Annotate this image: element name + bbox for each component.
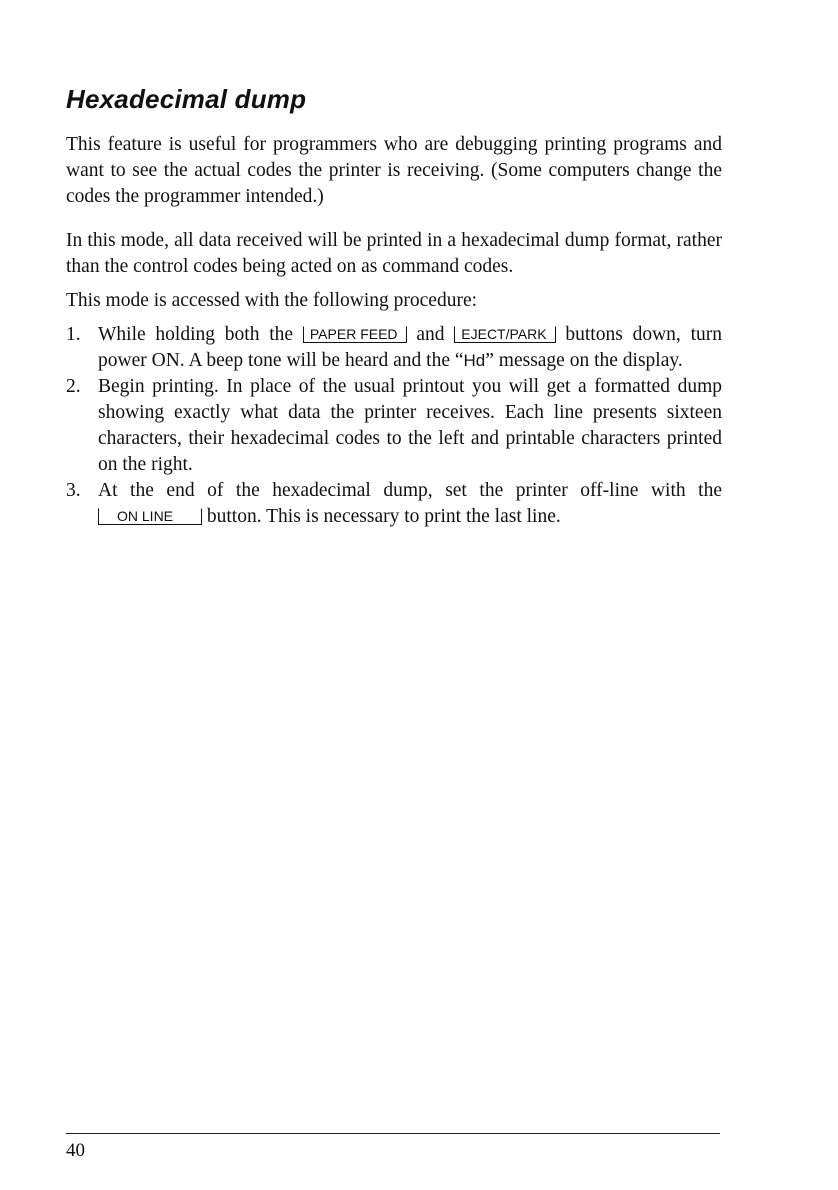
intro-paragraph: This feature is useful for programmers who are debugging printing programs and want to see the actual codes the printer is receiving. (Some computers change the codes the programmer intended.) [66, 134, 722, 207]
step-number: 3. [66, 480, 81, 501]
step-text: While holding both the [98, 324, 303, 345]
eject-park-key-label: EJECT/PARK [454, 326, 555, 343]
footer-rule [66, 1133, 720, 1134]
step-number: 1. [66, 324, 81, 345]
paper-feed-key-label: PAPER FEED [303, 326, 407, 343]
step-text: Begin printing. In place of the usual printout you will get a formatted dump showing exactly what data the printer receives. Each line presents sixteen characters, their hexadecimal codes to the left and printable characters printed on the right. [98, 376, 722, 475]
display-code: Hd [463, 351, 486, 370]
on-line-key-label: ON LINE [98, 508, 202, 525]
mode-description-paragraph: In this mode, all data received will be printed in a hexadecimal dump format, rather than the control codes being acted on as command codes. [66, 230, 722, 277]
step-text: button. This is necessary to print the last line. [202, 506, 561, 527]
step-text: At the end of the hexadecimal dump, set the printer off-line with the [98, 480, 722, 501]
procedure-steps [66, 322, 722, 530]
section-heading: Hexadecimal dump [66, 84, 307, 114]
procedure-step-2 [66, 374, 722, 478]
procedure-step-1 [66, 322, 722, 374]
procedure-step-3 [66, 478, 722, 530]
procedure-intro-paragraph: This mode is accessed with the following procedure: [66, 290, 478, 311]
step-text: ” message on the display. [485, 350, 683, 371]
step-text: buttons down, turn power ON. A beep tone will be heard and the “ [98, 324, 722, 371]
step-text: and [406, 324, 455, 345]
page-number: 40 [66, 1140, 85, 1161]
step-number: 2. [66, 376, 81, 397]
